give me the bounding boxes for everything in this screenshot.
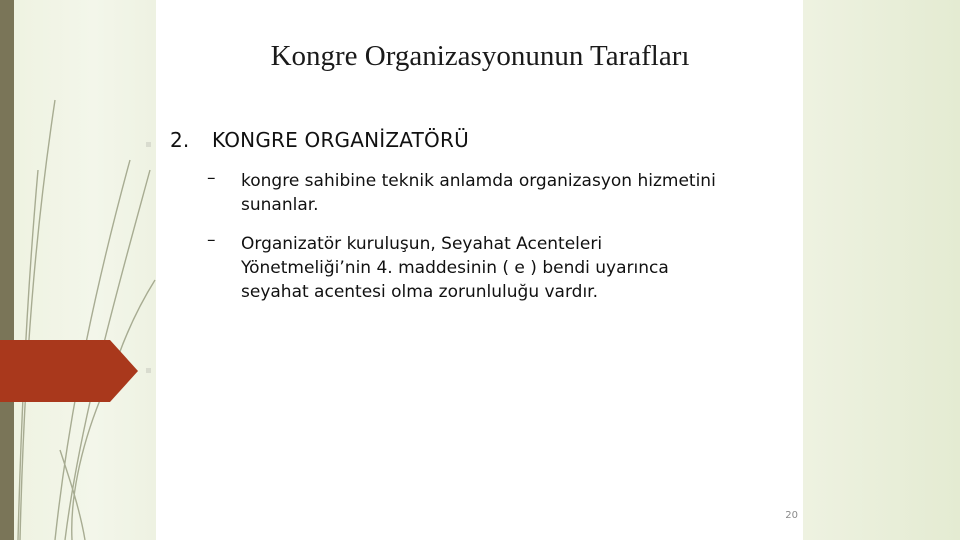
section-heading <box>170 128 469 152</box>
page-number: 20 <box>785 510 798 521</box>
list-item <box>241 232 781 304</box>
list-item-line: seyahat acentesi olma zorunluluğu vardır. <box>241 282 599 302</box>
list-item <box>241 169 781 217</box>
section-heading-text: KONGRE ORGANİZATÖRÜ <box>212 128 469 152</box>
red-accent-tab <box>0 340 138 402</box>
bullet-marker <box>146 142 151 147</box>
list-item-line: Yönetmeliği’nin 4. maddesinin ( e ) bendi uyarınca <box>241 258 669 278</box>
bullet-marker-empty <box>146 368 151 373</box>
list-item-dash: – <box>207 230 216 250</box>
list-item-dash: – <box>207 168 216 188</box>
section-number: 2. <box>170 128 190 152</box>
list-item-line: kongre sahibine teknik anlamda organizasyon hizmetini <box>241 171 716 191</box>
slide-title: Kongre Organizasyonunun Tarafları <box>270 40 690 72</box>
list-item-line: Organizatör kuruluşun, Seyahat Acenteleri <box>241 234 603 254</box>
list-item-line: sunanlar. <box>241 195 319 215</box>
